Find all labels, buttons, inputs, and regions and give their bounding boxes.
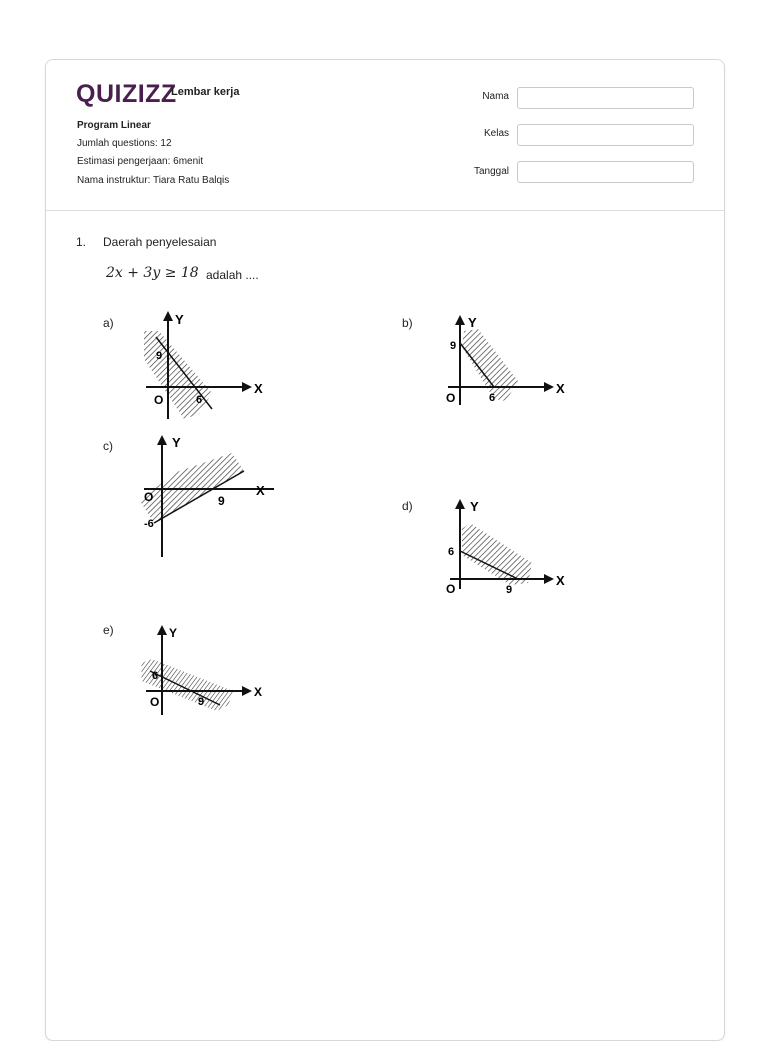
x-axis-arrow xyxy=(242,382,252,392)
origin-label: O xyxy=(144,490,154,504)
y-axis-label: Y xyxy=(172,435,181,450)
y-axis-label: Y xyxy=(169,626,178,640)
name-field[interactable] xyxy=(517,87,694,109)
question-number: 1. xyxy=(76,235,87,249)
x-axis-label: X xyxy=(556,573,565,588)
option-c-label: c) xyxy=(103,439,113,453)
date-field[interactable] xyxy=(517,161,694,183)
x-axis-label: X xyxy=(256,483,265,498)
y-axis-arrow xyxy=(455,499,465,509)
class-field[interactable] xyxy=(517,124,694,146)
questions-count: Jumlah questions: 12 xyxy=(77,138,172,149)
origin-label: O xyxy=(446,391,456,405)
option-d-graph xyxy=(436,493,576,613)
question-text: Daerah penyelesaian xyxy=(103,235,217,249)
time-estimate: Estimasi pengerjaan: 6menit xyxy=(77,156,204,167)
x-axis-label: X xyxy=(556,381,565,396)
y-intercept-label: 9 xyxy=(450,340,457,352)
x-axis-arrow xyxy=(242,686,252,696)
origin-label: O xyxy=(154,393,164,407)
quizizz-logo: QUIZIZZ xyxy=(76,80,177,108)
x-intercept-label: 6 xyxy=(196,394,203,406)
x-axis-arrow xyxy=(544,574,554,584)
shaded-region xyxy=(462,329,518,401)
y-axis-arrow xyxy=(455,315,465,325)
y-intercept-label: -6 xyxy=(144,518,154,530)
x-intercept-label: 9 xyxy=(506,584,513,596)
instructor-name: Nama instruktur: Tiara Ratu Balqis xyxy=(77,175,230,186)
origin-label: O xyxy=(150,695,160,709)
option-e-graph xyxy=(134,619,274,739)
y-axis-label: Y xyxy=(468,315,477,330)
worksheet xyxy=(45,59,725,1041)
y-axis-label: Y xyxy=(470,499,479,514)
shaded-region xyxy=(462,523,532,585)
class-label: Kelas xyxy=(483,128,509,139)
x-intercept-label: 6 xyxy=(489,392,496,404)
name-label: Nama xyxy=(482,91,509,102)
option-b-graph xyxy=(436,309,576,429)
question-suffix: adalah .... xyxy=(206,268,259,282)
y-intercept-label: 6 xyxy=(448,546,455,558)
y-axis-arrow xyxy=(157,625,167,635)
x-axis-label: X xyxy=(254,381,263,396)
y-intercept-label: 6 xyxy=(152,670,159,682)
date-label: Tanggal xyxy=(473,166,509,177)
y-intercept-label: 9 xyxy=(156,350,163,362)
x-axis-arrow xyxy=(544,382,554,392)
option-a-graph xyxy=(134,309,274,429)
option-c-graph xyxy=(134,431,274,561)
option-a-label: a) xyxy=(103,316,114,330)
x-intercept-label: 9 xyxy=(218,494,225,508)
document-type: Lembar kerja xyxy=(171,86,240,98)
y-axis-arrow xyxy=(163,311,173,321)
x-axis-label: X xyxy=(254,685,263,699)
y-axis-arrow xyxy=(157,435,167,445)
option-b-label: b) xyxy=(402,316,413,330)
x-intercept-label: 9 xyxy=(198,696,205,708)
question-formula: 2x + 3y ≥ 18 xyxy=(106,265,199,281)
y-axis-label: Y xyxy=(175,312,184,327)
worksheet-header xyxy=(46,60,724,211)
quiz-title: Program Linear xyxy=(77,120,151,131)
option-d-label: d) xyxy=(402,499,413,513)
origin-label: O xyxy=(446,582,456,596)
option-e-label: e) xyxy=(103,623,114,637)
